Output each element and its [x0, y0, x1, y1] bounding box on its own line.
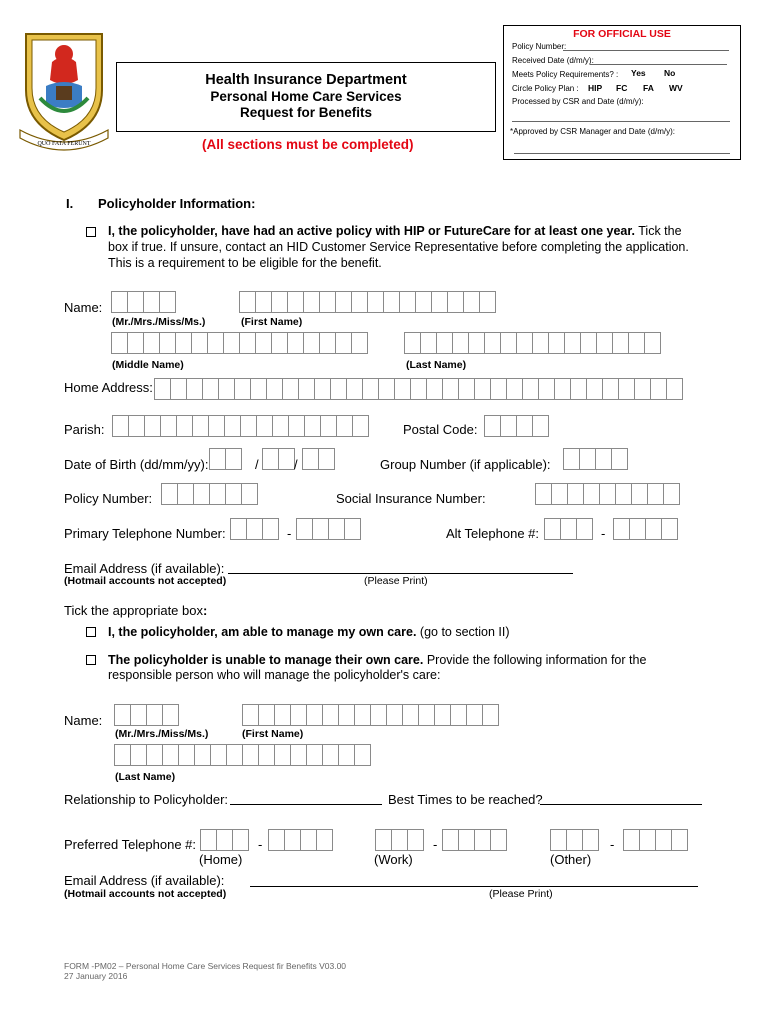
responsible-email-label: Email Address (if available): — [64, 873, 225, 888]
best-times-label: Best Times to be reached? — [388, 792, 543, 807]
postal-code-boxes[interactable] — [484, 415, 549, 437]
tick-box-heading: Tick the appropriate box: — [64, 603, 208, 618]
department-title: Health Insurance Department — [205, 72, 407, 88]
parish-boxes[interactable] — [112, 415, 369, 437]
official-plan-fc[interactable]: FC — [616, 83, 628, 93]
official-yes-option[interactable]: Yes — [631, 68, 646, 78]
dob-slash-1: / — [255, 457, 259, 472]
dob-label: Date of Birth (dd/mm/yy): — [64, 457, 209, 472]
first-name-boxes[interactable] — [239, 291, 496, 313]
parish-label: Parish: — [64, 422, 105, 437]
self-manage-text: I, the policyholder, am able to manage my own care. (go to section II) — [108, 625, 510, 639]
official-meets-requirements-label: Meets Policy Requirements? : — [512, 70, 619, 79]
hotmail-note: (Hotmail accounts not accepted) — [64, 575, 227, 587]
unable-manage-checkbox[interactable] — [86, 655, 96, 665]
official-processed-by-label: Processed by CSR and Date (d/m/y): — [512, 97, 644, 106]
eligibility-text-line3: This is a requirement to be eligible for the benefit. — [108, 256, 382, 270]
responsible-first-name-hint: (First Name) — [242, 728, 304, 740]
sin-label: Social Insurance Number: — [336, 491, 486, 506]
work-phone-number-boxes[interactable] — [442, 829, 507, 851]
sin-boxes[interactable] — [535, 483, 680, 505]
email-line[interactable] — [228, 573, 573, 574]
dob-year-boxes[interactable] — [302, 448, 335, 470]
group-number-boxes[interactable] — [563, 448, 628, 470]
footer-form-id: FORM -PM02 – Personal Home Care Services Request fir Benefits V03.00 — [64, 961, 347, 971]
email-label: Email Address (if available): — [64, 561, 225, 576]
home-phone-number-boxes[interactable] — [268, 829, 333, 851]
dob-month-boxes[interactable] — [262, 448, 295, 470]
preferred-phone-label: Preferred Telephone #: — [64, 837, 197, 852]
postal-code-label: Postal Code: — [403, 422, 478, 437]
responsible-title-boxes[interactable] — [114, 704, 179, 726]
other-phone-hint: (Other) — [550, 852, 592, 867]
sections-notice: (All sections must be completed) — [202, 137, 414, 152]
home-address-label: Home Address: — [64, 380, 153, 395]
official-policy-number-line[interactable] — [563, 50, 729, 51]
self-manage-checkbox[interactable] — [86, 627, 96, 637]
middle-name-hint: (Middle Name) — [112, 359, 184, 371]
eligibility-text-line1: I, the policyholder, have had an active policy with HIP or FutureCare for at least one year. Tick the — [108, 224, 682, 238]
work-phone-hint: (Work) — [374, 852, 413, 867]
official-received-date-label: Received Date (d/m/y): — [512, 56, 594, 65]
alt-phone-dash: - — [601, 526, 606, 541]
other-phone-dash: - — [610, 837, 615, 852]
form-title-line2: Request for Benefits — [239, 105, 373, 120]
other-phone-number-boxes[interactable] — [623, 829, 688, 851]
last-name-hint: (Last Name) — [406, 359, 467, 371]
official-received-date-line[interactable] — [590, 64, 727, 65]
responsible-title-hint: (Mr./Mrs./Miss/Ms.) — [115, 728, 209, 740]
middle-name-boxes[interactable] — [111, 332, 368, 354]
group-number-label: Group Number (if applicable): — [380, 457, 551, 472]
home-phone-dash: - — [258, 837, 263, 852]
relationship-line[interactable] — [230, 804, 382, 805]
unable-manage-text-line2: responsible person who will manage the policyholder's care: — [108, 668, 441, 682]
work-phone-dash: - — [433, 837, 438, 852]
dob-day-boxes[interactable] — [209, 448, 242, 470]
first-name-hint: (First Name) — [241, 316, 303, 328]
other-phone-area-boxes[interactable] — [550, 829, 599, 851]
alt-phone-area-boxes[interactable] — [544, 518, 593, 540]
primary-phone-dash: - — [287, 526, 292, 541]
responsible-hotmail-note: (Hotmail accounts not accepted) — [64, 888, 227, 900]
section-title: Policyholder Information: — [98, 196, 256, 211]
official-circle-plan-label: Circle Policy Plan : — [512, 84, 579, 93]
relationship-label: Relationship to Policyholder: — [64, 792, 229, 807]
last-name-boxes[interactable] — [404, 332, 661, 354]
form-title-line1: Personal Home Care Services — [210, 89, 402, 104]
official-approved-by-line[interactable] — [514, 153, 730, 154]
responsible-email-line[interactable] — [250, 886, 698, 887]
unable-manage-text-line1: The policyholder is unable to manage their own care. Provide the following information for the — [108, 653, 647, 667]
alt-phone-number-boxes[interactable] — [613, 518, 678, 540]
title-hint: (Mr./Mrs./Miss/Ms.) — [112, 316, 206, 328]
official-approved-by-label: *Approved by CSR Manager and Date (d/m/y): — [510, 127, 675, 136]
alt-phone-label: Alt Telephone #: — [446, 526, 539, 541]
official-processed-by-line[interactable] — [512, 121, 730, 122]
primary-phone-number-boxes[interactable] — [296, 518, 361, 540]
footer-date: 27 January 2016 — [64, 971, 128, 981]
home-address-boxes[interactable] — [154, 378, 683, 400]
primary-phone-area-boxes[interactable] — [230, 518, 279, 540]
policy-number-boxes[interactable] — [161, 483, 258, 505]
work-phone-area-boxes[interactable] — [375, 829, 424, 851]
dob-slash-2: / — [294, 457, 298, 472]
please-print-note: (Please Print) — [364, 575, 428, 587]
eligibility-checkbox[interactable] — [86, 227, 96, 237]
eligibility-text-line2: box if true. If unsure, contact an HID Customer Service Representative before completing the application. — [108, 240, 689, 254]
official-plan-hip[interactable]: HIP — [588, 83, 603, 93]
official-plan-wv[interactable]: WV — [669, 83, 683, 93]
crest-motto: QUO FATA FERUNT — [37, 141, 91, 147]
responsible-name-label: Name: — [64, 713, 103, 728]
section-number: I. — [66, 196, 74, 211]
name-label: Name: — [64, 300, 103, 315]
policy-number-label: Policy Number: — [64, 491, 153, 506]
official-policy-number-label: Policy Number: — [512, 42, 567, 51]
primary-phone-label: Primary Telephone Number: — [64, 526, 226, 541]
title-box — [116, 62, 496, 132]
responsible-first-name-boxes[interactable] — [242, 704, 499, 726]
official-use-title: FOR OFFICIAL USE — [573, 28, 671, 40]
responsible-please-print-note: (Please Print) — [489, 888, 553, 900]
responsible-last-name-boxes[interactable] — [114, 744, 371, 766]
home-phone-hint: (Home) — [199, 852, 243, 867]
best-times-line[interactable] — [540, 804, 702, 805]
official-plan-fa[interactable]: FA — [643, 83, 654, 93]
responsible-last-name-hint: (Last Name) — [115, 771, 176, 783]
bermuda-crest-logo — [20, 28, 108, 148]
title-boxes[interactable] — [111, 291, 176, 313]
home-phone-area-boxes[interactable] — [200, 829, 249, 851]
official-no-option[interactable]: No — [664, 68, 676, 78]
